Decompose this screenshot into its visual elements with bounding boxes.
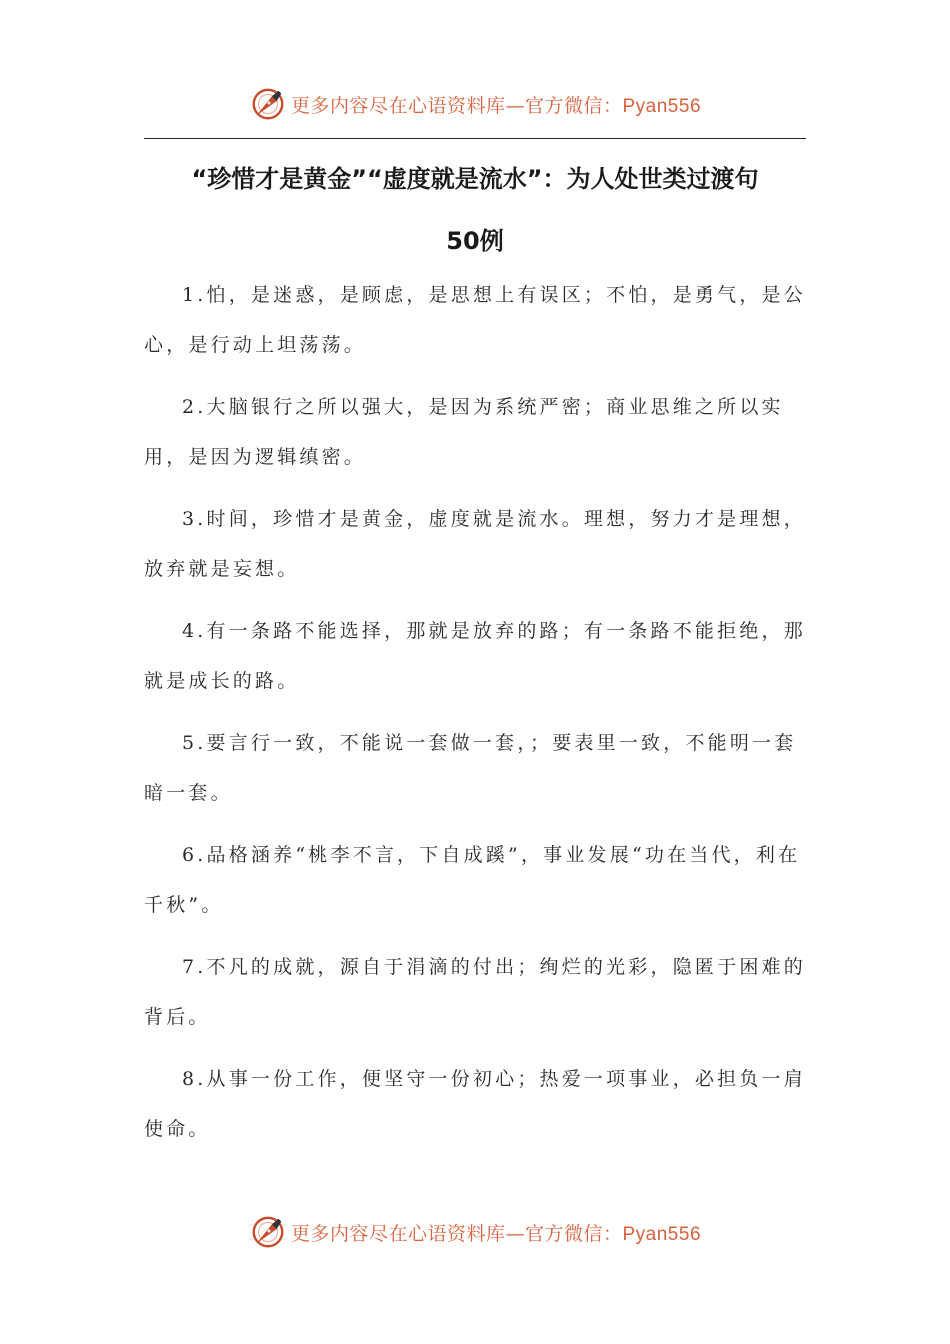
list-item: 2.大脑银行之所以强大，是因为系统严密；商业思维之所以实用，是因为逻辑缜密。: [144, 396, 784, 468]
header-divider: [144, 138, 806, 139]
list-item: 4.有一条路不能选择，那就是放弃的路；有一条路不能拒绝，那就是成长的路。: [144, 620, 806, 692]
wechat-id: Pyan556: [622, 95, 702, 117]
list-item: 7.不凡的成就，源自于涓滴的付出；绚烂的光彩，隐匿于困难的背后。: [144, 956, 806, 1028]
page-title-line-1: “珍惜才是黄金”“虚度就是流水”：为人处世类过渡句: [191, 165, 759, 193]
pen-nib-logo-icon: [249, 85, 287, 123]
list-item: 6.品格涵养“桃李不言，下自成蹊”，事业发展“功在当代，利在千秋”。: [144, 844, 801, 916]
header-banner: [0, 82, 950, 126]
page-title: [144, 148, 806, 272]
pen-nib-logo-icon: [249, 1213, 287, 1251]
wechat-id: Pyan556: [622, 1223, 702, 1245]
list-item: 3.时间，珍惜才是黄金，虚度就是流水。理想，努力才是理想，放弃就是妄想。: [144, 508, 806, 580]
footer-banner-text: 更多内容尽在心语资料库—官方微信：Pyan556: [290, 1222, 702, 1245]
page-title-line-2: 50例: [446, 227, 504, 255]
list-item: 8.从事一份工作，便坚守一份初心；热爱一项事业，必担负一肩使命。: [144, 1068, 806, 1140]
list-item: 5.要言行一致，不能说一套做一套，；要表里一致，不能明一套暗一套。: [144, 732, 797, 804]
list-item: 1.怕，是迷惑，是顾虑，是思想上有误区；不怕，是勇气，是公心，是行动上坦荡荡。: [144, 284, 806, 356]
header-banner-text: 更多内容尽在心语资料库—官方微信：Pyan556: [290, 94, 702, 117]
footer-banner: [0, 1210, 950, 1254]
sentence-list: [144, 270, 814, 1166]
